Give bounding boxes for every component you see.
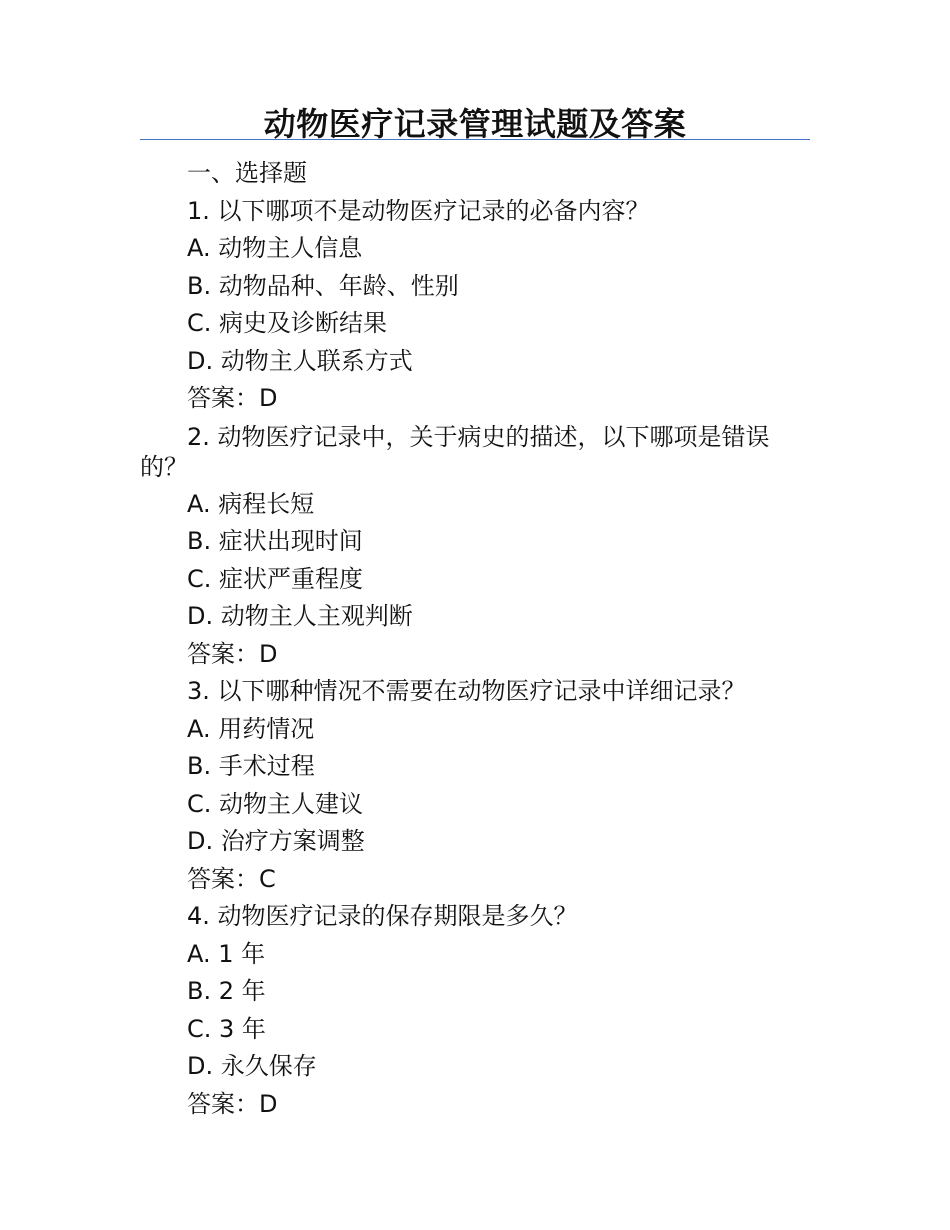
option-c: C. 动物主人建议: [187, 789, 364, 818]
option-c: C. 症状严重程度: [187, 564, 364, 593]
question-text: 1. 以下哪项不是动物医疗记录的必备内容？: [187, 196, 650, 225]
question-block-2: [140, 418, 810, 674]
answer-line: 答案：D: [187, 639, 278, 668]
question-block-3: [140, 673, 810, 898]
option-b: B. 手术过程: [187, 752, 315, 780]
option-d: D. 永久保存: [187, 1052, 317, 1080]
option-d: D. 治疗方案调整: [187, 827, 365, 855]
option-d: D. 动物主人联系方式: [187, 346, 413, 375]
option-b: B. 动物品种、年龄、性别: [187, 271, 459, 300]
question-block-1: [140, 193, 810, 418]
option-b: B. 2 年: [187, 977, 266, 1005]
option-c: C. 3 年: [187, 1014, 266, 1043]
option-a: A. 动物主人信息: [187, 234, 363, 262]
option-b: B. 症状出现时间: [187, 527, 363, 555]
answer-line: 答案：C: [187, 864, 276, 893]
section-heading: 一、选择题: [187, 159, 307, 187]
document-body: [140, 155, 810, 1123]
answer-line: 答案：D: [187, 1089, 278, 1118]
question-block-4: [140, 898, 810, 1123]
question-text: 3. 以下哪种情况不需要在动物医疗记录中详细记录？: [187, 677, 746, 705]
title-underline: [140, 139, 810, 140]
option-a: A. 用药情况: [187, 714, 315, 743]
option-d: D. 动物主人主观判断: [187, 602, 413, 630]
question-text: 2. 动物医疗记录中，关于病史的描述，以下哪项是错误的？: [140, 422, 770, 481]
option-a: A. 病程长短: [187, 489, 315, 518]
option-a: A. 1 年: [187, 939, 266, 968]
question-text: 4. 动物医疗记录的保存期限是多久？: [187, 902, 578, 930]
document-title: 动物医疗记录管理试题及答案: [263, 105, 687, 143]
option-c: C. 病史及诊断结果: [187, 309, 388, 337]
answer-line: 答案：D: [187, 384, 278, 412]
